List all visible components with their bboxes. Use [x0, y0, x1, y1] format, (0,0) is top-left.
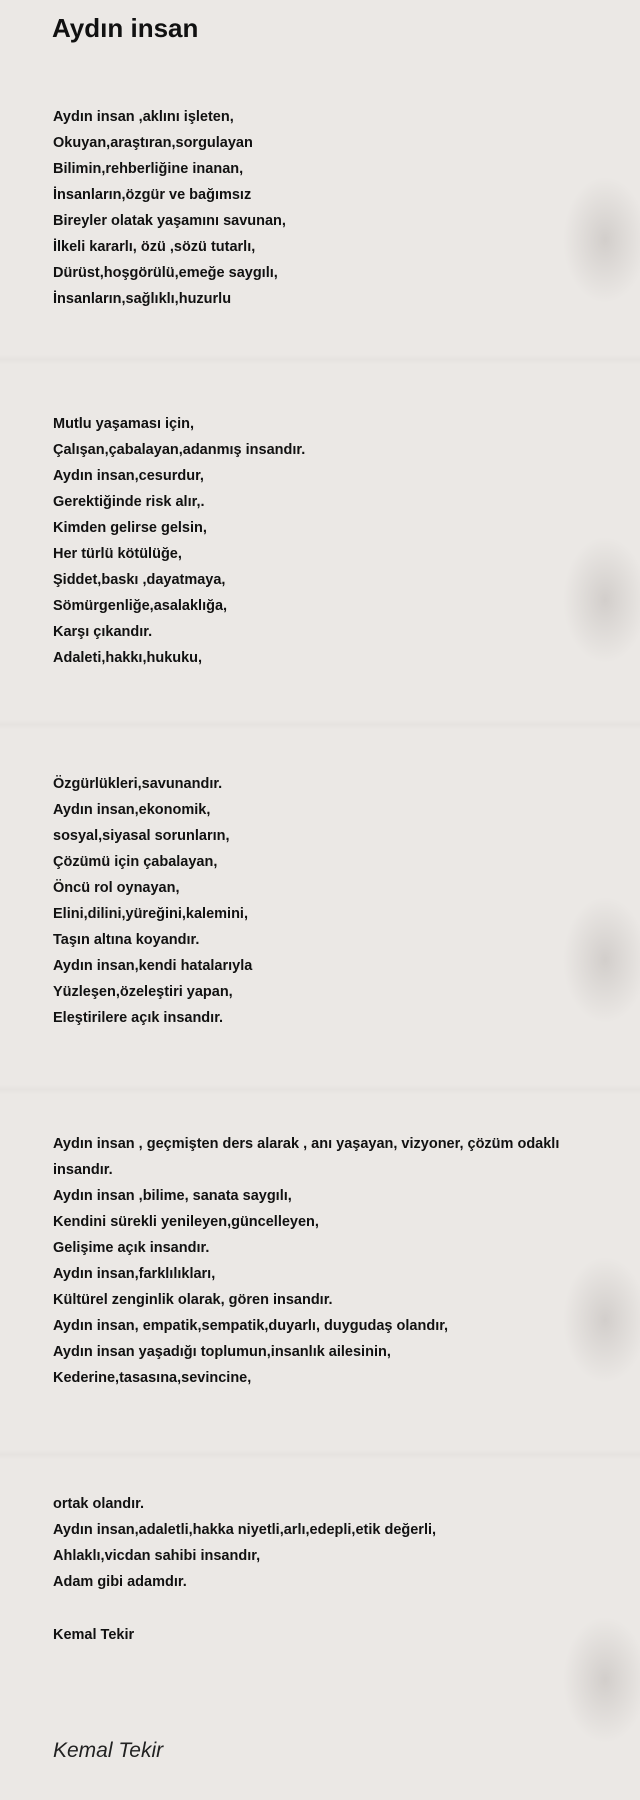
poem-line: Kültürel zenginlik olarak, gören insandır.: [53, 1292, 333, 1308]
poem-line: Bilimin,rehberliğine inanan,: [53, 161, 244, 177]
author-name: Kemal Tekir: [53, 1627, 135, 1643]
poem-line: Aydın insan , geçmişten ders alarak , anı yaşayan, vizyoner, çözüm odaklı insandır.: [53, 1136, 560, 1178]
poem-line: Eleştirilere açık insandır.: [53, 1010, 224, 1026]
poem-line: Gerektiğinde risk alır,.: [53, 494, 205, 510]
poem-line: Çözümü için çabalayan,: [53, 854, 218, 870]
stanza-3: [53, 771, 593, 1031]
poem-line: Gelişime açık insandır.: [53, 1240, 210, 1256]
poem-line: Aydın insan ,aklını işleten,: [53, 109, 234, 125]
poem-line: İlkeli kararlı, özü ,sözü tutarlı,: [53, 239, 256, 255]
poem-line: Özgürlükleri,savunandır.: [53, 776, 223, 792]
poem-line: Şiddet,baskı ,dayatmaya,: [53, 572, 226, 588]
poem-line: Aydın insan, empatik,sempatik,duyarlı, duygudaş olandır,: [53, 1318, 449, 1334]
poem-line: Sömürgenliğe,asalaklığa,: [53, 598, 228, 614]
poem-line: Bireyler olatak yaşamını savunan,: [53, 213, 286, 229]
poem-line: Öncü rol oynayan,: [53, 880, 180, 896]
poem-line: Okuyan,araştıran,sorgulayan: [53, 135, 253, 151]
poem-line: Ahlaklı,vicdan sahibi insandır,: [53, 1548, 261, 1564]
poem-line: Mutlu yaşaması için,: [53, 416, 195, 432]
stanza-4: [53, 1131, 573, 1391]
poem-line: Aydın insan,farklılıkları,: [53, 1266, 216, 1282]
poem-line: Adaleti,hakkı,hukuku,: [53, 650, 203, 666]
stanza-2: [53, 411, 593, 671]
poem-line: Kederine,tasasına,sevincine,: [53, 1370, 252, 1386]
poem-line: Taşın altına koyandır.: [53, 932, 200, 948]
poem-title: Aydın insan: [52, 13, 199, 43]
poem-line: Aydın insan,cesurdur,: [53, 468, 204, 484]
poem-line: Kimden gelirse gelsin,: [53, 520, 207, 536]
stanza-1: [53, 104, 593, 312]
poem-line: Çalışan,çabalayan,adanmış insandır.: [53, 442, 306, 458]
poem-line: Karşı çıkandır.: [53, 624, 153, 640]
author-signature: Kemal Tekir: [53, 1739, 164, 1762]
stanza-5: [53, 1491, 593, 1595]
poem-line: Aydın insan,adaletli,hakka niyetli,arlı,edepli,etik değerli,: [53, 1522, 437, 1538]
poem-line: Aydın insan,ekonomik,: [53, 802, 211, 818]
poem-line: İnsanların,sağlıklı,huzurlu: [53, 291, 232, 307]
poem-line: Her türlü kötülüğe,: [53, 546, 182, 562]
poem-line: ortak olandır.: [53, 1496, 145, 1512]
poem-line: Kendini sürekli yenileyen,güncelleyen,: [53, 1214, 319, 1230]
poem-line: Aydın insan ,bilime, sanata saygılı,: [53, 1188, 292, 1204]
poem-line: Dürüst,hoşgörülü,emeğe saygılı,: [53, 265, 278, 281]
poem-line: Aydın insan,kendi hatalarıyla: [53, 958, 253, 974]
poem-line: Elini,dilini,yüreğini,kalemini,: [53, 906, 248, 922]
poem-line: Adam gibi adamdır.: [53, 1574, 187, 1590]
poem-line: Yüzleşen,özeleştiri yapan,: [53, 984, 233, 1000]
poem-line: İnsanların,özgür ve bağımsız: [53, 187, 252, 203]
poem-line: Aydın insan yaşadığı toplumun,insanlık ailesinin,: [53, 1344, 391, 1360]
poem-line: sosyal,siyasal sorunların,: [53, 828, 230, 844]
